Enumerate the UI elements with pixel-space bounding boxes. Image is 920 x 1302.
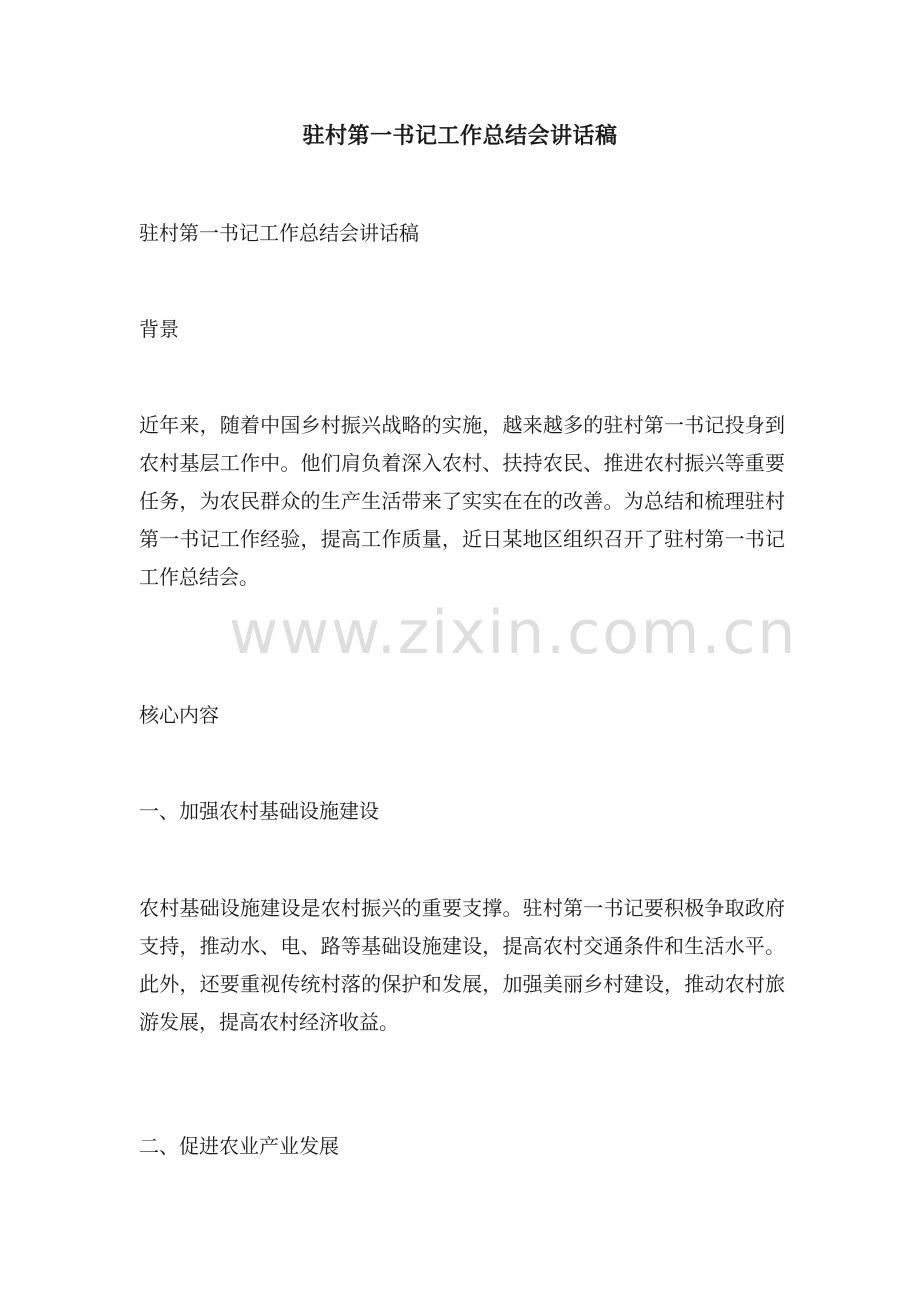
document-title: 驻村第一书记工作总结会讲话稿 [302, 123, 618, 149]
paragraph-background: 近年来，随着中国乡村振兴战略的实施，越来越多的驻村第一书记投身到农村基层工作中。他们肩负着深入农村、扶持农民、推进农村振兴等重要任务，为农民群众的生产生活带来了实实在在的改善。为总结和梳理驻村第一书记工作经验，提高工作质量，近日某地区组织召开了驻村第一书记工作总结会。 [139, 413, 785, 589]
watermark-text: www.zixin.com.cn [229, 598, 798, 668]
paragraph-item-one: 农村基础设施建设是农村振兴的重要支撑。驻村第一书记要积极争取政府支持，推动水、电、路等基础设施建设，提高农村交通条件和生活水平。此外，还要重视传统村落的保护和发展，加强美丽乡村建设，推动农村旅游发展，提高农村经济收益。 [139, 896, 785, 1034]
heading-item-one: 一、加强农村基础设施建设 [139, 799, 379, 823]
heading-item-two: 二、促进农业产业发展 [139, 1134, 339, 1158]
section-heading-core-content: 核心内容 [139, 703, 219, 727]
section-heading-background: 背景 [139, 317, 179, 341]
document-subtitle: 驻村第一书记工作总结会讲话稿 [139, 221, 419, 245]
